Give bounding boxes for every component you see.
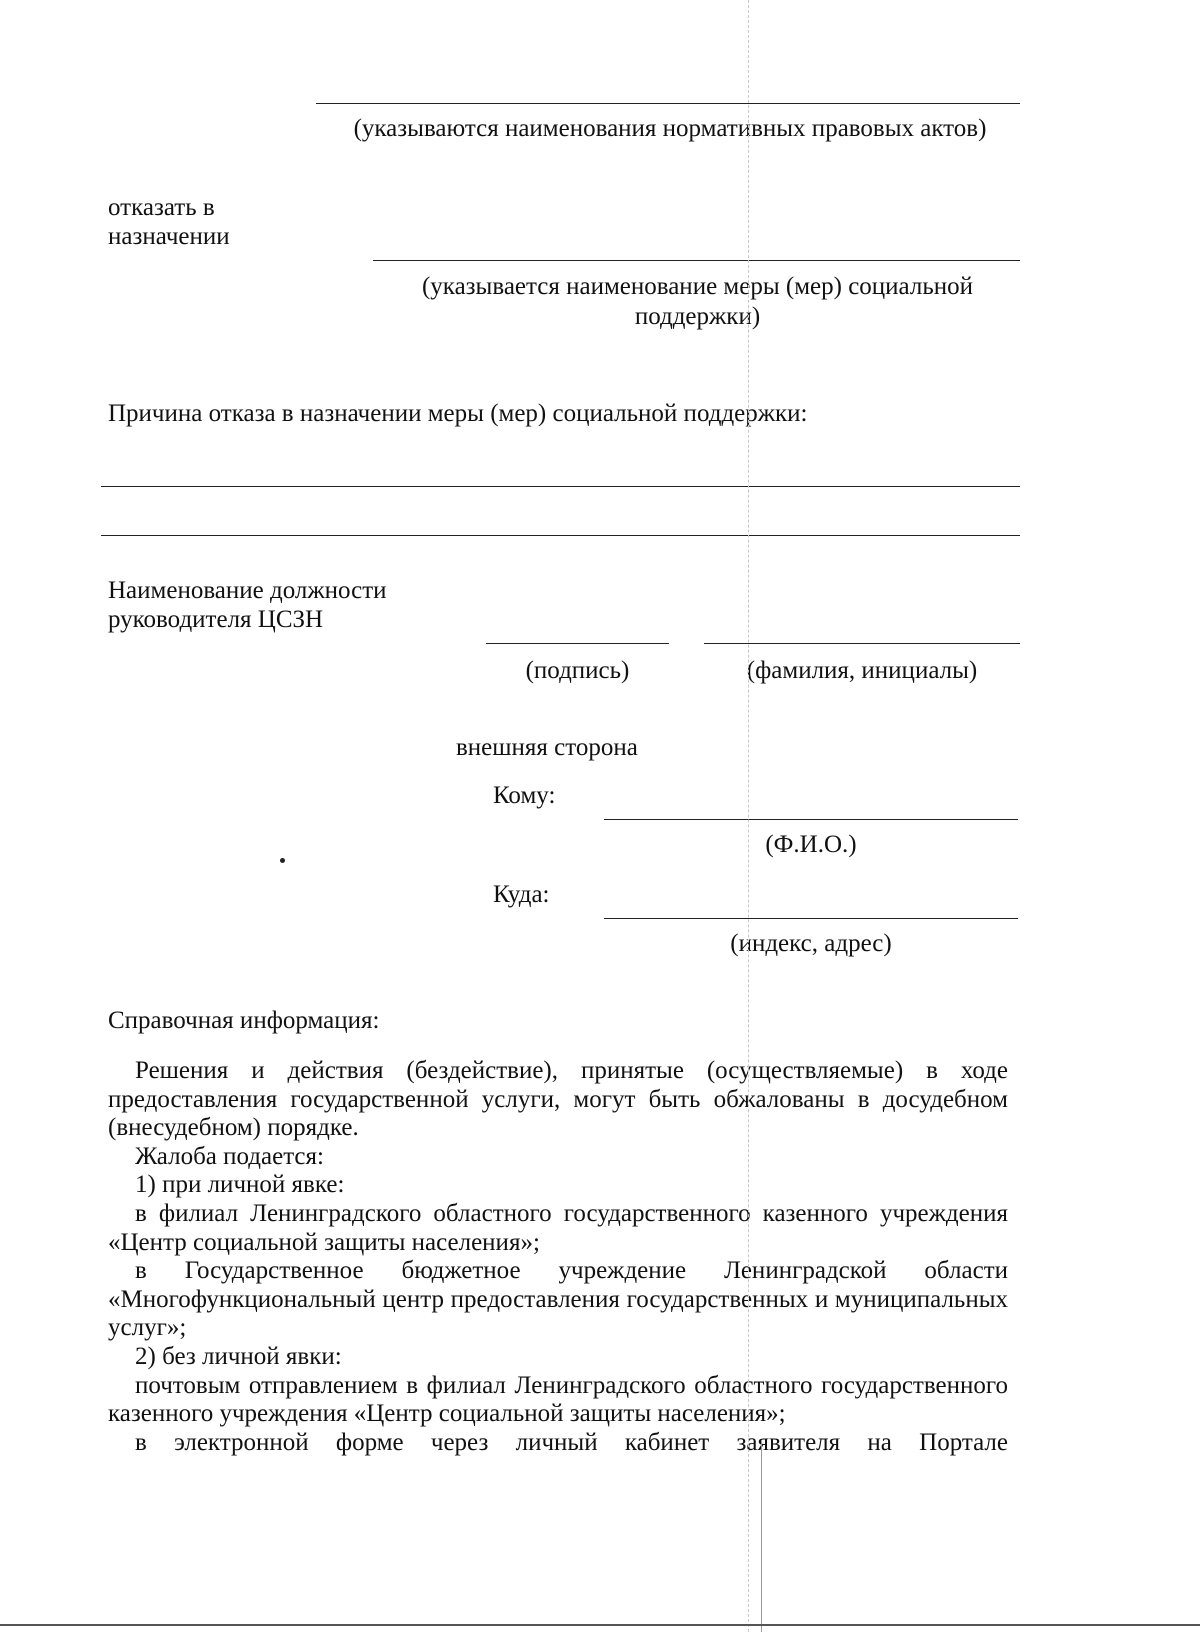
where-label: Куда: <box>493 881 550 908</box>
position-label: Наименование должности руководителя ЦСЗН <box>108 577 387 633</box>
reference-paragraph: Решения и действия (бездействие), принятые (осуществляемые) в ходе предоставления государственной услуги, могут быть обжалованы в досудебном (внесудебном) порядке. <box>108 1057 1008 1142</box>
reference-paragraph: в электронной форме через личный кабинет заявителя на Портале <box>135 1428 1008 1456</box>
scan-speck <box>280 858 285 863</box>
refuse-label: отказать в назначении <box>108 194 230 250</box>
name-initials-caption: (фамилия, инициалы) <box>746 657 978 684</box>
outer-side-label: внешняя сторона <box>456 734 638 761</box>
signature-line <box>486 643 669 644</box>
scan-fold-mark <box>761 1440 762 1632</box>
refusal-reason-line-2 <box>101 535 1020 536</box>
address-caption: (индекс, адрес) <box>730 930 892 957</box>
legal-acts-caption: (указываются наименования нормативных правовых актов) <box>353 115 987 142</box>
reference-paragraph: в Государственное бюджетное учреждение Ленинградской области «Многофункциональный центр предоставления государственных и муниципальных услуг»; <box>108 1257 1008 1342</box>
reference-paragraph: 2) без личной явки: <box>135 1342 342 1370</box>
reference-paragraph: в филиал Ленинградского областного государственного казенного учреждения «Центр социальной защиты населения»; <box>108 1199 1008 1256</box>
legal-acts-line <box>316 103 1020 104</box>
support-measure-caption: (указывается наименование меры (мер) социальной поддержки) <box>421 273 973 330</box>
scan-bottom-edge <box>0 1624 1200 1626</box>
reference-text <box>108 1057 1008 1457</box>
reference-paragraph: 1) при личной явке: <box>135 1171 345 1199</box>
signature-caption: (подпись) <box>525 657 630 684</box>
to-whom-label: Кому: <box>493 782 556 809</box>
reference-heading: Справочная информация: <box>108 1007 380 1034</box>
reference-paragraph: почтовым отправлением в филиал Ленинградского областного государственного казенного учреждения «Центр социальной защиты населения»; <box>108 1371 1008 1428</box>
refusal-reason-label: Причина отказа в назначении меры (мер) социальной поддержки: <box>108 400 808 427</box>
refusal-reason-line-1 <box>101 486 1020 487</box>
fio-caption: (Ф.И.О.) <box>765 831 857 858</box>
to-whom-line <box>604 819 1018 820</box>
name-initials-line <box>704 643 1020 644</box>
reference-paragraph: Жалоба подается: <box>135 1142 324 1170</box>
where-line <box>604 918 1018 919</box>
scan-fold-line <box>748 0 749 1632</box>
support-measure-line <box>373 260 1020 261</box>
